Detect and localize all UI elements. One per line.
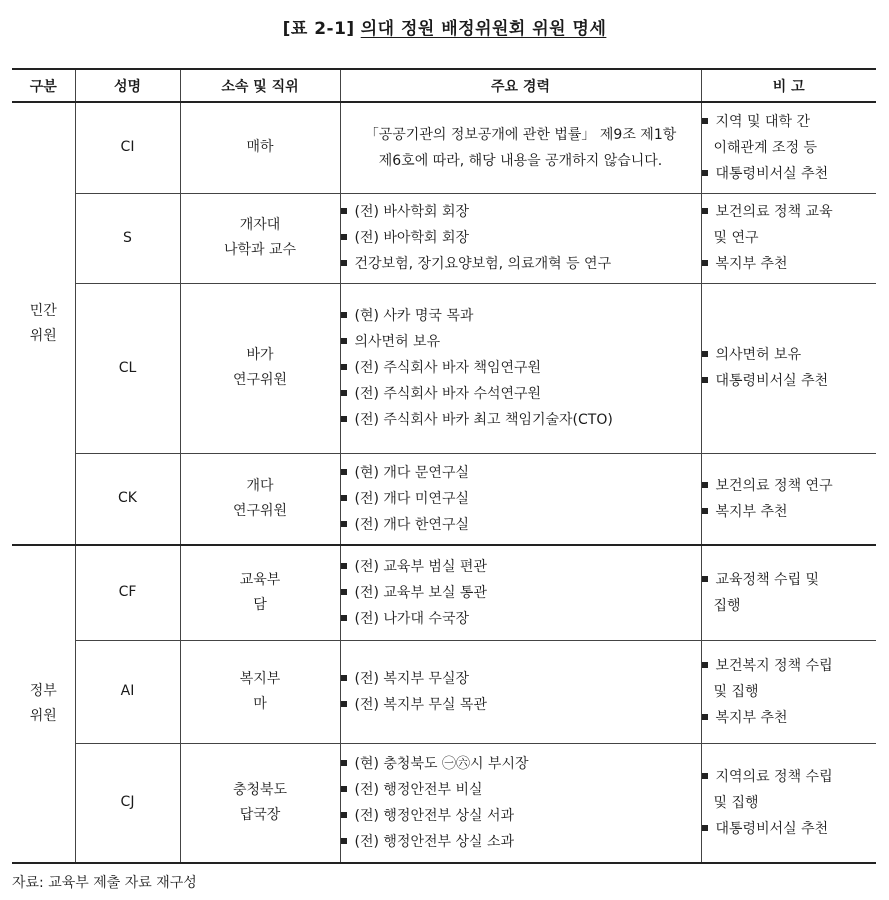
bullet-marker [341,838,347,844]
bullet-marker [341,701,347,707]
bullet-marker [702,118,708,124]
member-notes [701,545,876,640]
note-item: 대통령비서실 추천 [702,368,877,394]
bullet-marker [341,521,347,527]
bullet-marker [341,812,347,818]
career-item: 의사면허 보유 [341,329,701,355]
member-name: CF [75,545,180,640]
member-career [340,545,701,640]
affiliation-line: 담 [253,596,267,613]
bullet-marker [341,469,347,475]
career-item: (전) 행정안전부 상실 서과 [341,803,701,829]
affiliation-line: 교육부 [239,571,281,588]
bullet-marker [341,615,347,621]
table-row [12,640,876,743]
career-item: (전) 주식회사 바자 책임연구원 [341,355,701,381]
note-item-cont: 이해관계 조정 등 [713,139,818,156]
member-career [340,453,701,545]
bullet-marker [341,260,347,266]
note-item: 의사면허 보유 [702,342,877,368]
career-item: (전) 행정안전부 상실 소과 [341,829,701,855]
note-item: 보건복지 정책 수립 [702,653,877,679]
note-item: 보건의료 정책 연구 [702,473,877,499]
note-item: 대통령비서실 추천 [702,816,877,842]
member-name: CK [75,453,180,545]
group-label-line: 민간 [29,302,57,319]
affiliation-line: 충청북도 [232,781,288,798]
career-item: (현) 개다 문연구실 [341,460,701,486]
bullet-marker [702,825,708,831]
table-row [12,743,876,863]
table-row [12,102,876,193]
bullet-marker [702,351,708,357]
member-name: CI [75,102,180,193]
career-item: (전) 주식회사 바카 최고 책임기술자(CTO) [341,407,701,433]
note-item-cont: 및 연구 [713,230,759,246]
career-item: (전) 행정안전부 비실 [341,777,701,803]
header-affiliation: 소속 및 직위 [180,69,340,102]
member-affiliation [180,545,340,640]
note-item-cont: 및 집행 [713,683,759,700]
career-item: (전) 개다 한연구실 [341,512,701,538]
bullet-marker [341,364,347,370]
member-affiliation [180,640,340,743]
career-item: (전) 바아학회 회장 [341,225,701,251]
bullet-marker [702,576,708,582]
group-label [12,545,75,863]
affiliation-line: 마 [253,695,267,712]
member-name: CJ [75,743,180,863]
bullet-marker [341,338,347,344]
bullet-marker [341,675,347,681]
member-career [340,640,701,743]
bullet-marker [341,416,347,422]
member-notes [701,193,876,283]
bullet-marker [702,208,708,214]
bullet-marker [341,390,347,396]
table-title-text: 의대 정원 배정위원회 위원 명세 [360,19,607,39]
career-item: (전) 주식회사 바자 수석연구원 [341,381,701,407]
note-item: 복지부 추천 [702,251,877,277]
career-item: (전) 복지부 무실 목관 [341,692,701,718]
career-item: (전) 복지부 무실장 [341,666,701,692]
table-row [12,283,876,453]
member-affiliation [180,102,340,193]
bullet-marker [702,508,708,514]
affiliation-line: 매하 [246,139,274,156]
note-item-cont: 및 집행 [713,794,759,811]
member-name: CL [75,283,180,453]
table-row [12,453,876,545]
affiliation-line: 복지부 [239,670,281,687]
note-item: 복지부 추천 [702,499,877,525]
bullet-marker [702,170,708,176]
note-item: 지역의료 정책 수립 [702,764,877,790]
career-item: (전) 개다 미연구실 [341,486,701,512]
career-paragraph-line: 제6호에 따라, 해당 내용을 공개하지 않습니다. [378,152,663,169]
affiliation-line: 나학과 교수 [223,242,297,258]
table-title [0,14,889,39]
table-number: [표 2-1] [282,19,355,39]
header-notes: 비 고 [701,69,876,102]
note-item: 대통령비서실 추천 [702,161,877,187]
career-item: (전) 바사학회 회장 [341,199,701,225]
bullet-marker [341,589,347,595]
member-affiliation [180,743,340,863]
note-item: 교육정책 수립 및 [702,567,877,593]
affiliation-line: 바가 [246,347,274,363]
group-label [12,102,75,545]
member-affiliation [180,453,340,545]
career-item: 건강보험, 장기요양보험, 의료개혁 등 연구 [341,251,701,277]
career-item: (현) 사카 명국 목과 [341,303,701,329]
member-name: AI [75,640,180,743]
member-affiliation [180,283,340,453]
header-row [12,69,876,102]
member-notes [701,283,876,453]
group-label-line: 위원 [29,327,57,344]
member-notes [701,453,876,545]
group-label-line: 위원 [29,708,57,724]
member-notes [701,640,876,743]
bullet-marker [702,714,708,720]
bullet-marker [702,260,708,266]
career-item: (현) 충청북도 ㊀㊅시 부시장 [341,751,701,777]
bullet-marker [341,563,347,569]
table-row [12,545,876,640]
career-item: (전) 교육부 보실 통관 [341,580,701,606]
group-label-line: 정부 [29,683,57,699]
affiliation-line: 연구위원 [232,502,288,519]
career-paragraph-line: 「공공기관의 정보공개에 관한 법률」 제9조 제1항 [364,126,677,143]
header-career: 주요 경력 [340,69,701,102]
affiliation-line: 답국장 [239,806,281,823]
bullet-marker [702,662,708,668]
bullet-marker [341,495,347,501]
bullet-marker [341,312,347,318]
member-notes [701,743,876,863]
member-career [340,743,701,863]
member-affiliation [180,193,340,283]
header-category: 구분 [12,69,75,102]
table-body [12,102,876,863]
table-row [12,193,876,283]
note-item: 지역 및 대학 간 [702,109,877,135]
career-item: (전) 나가대 수국장 [341,606,701,632]
affiliation-line: 연구위원 [232,372,288,388]
committee-table [12,68,876,864]
bullet-marker [341,786,347,792]
bullet-marker [702,482,708,488]
bullet-marker [702,773,708,779]
note-item: 보건의료 정책 교육 [702,199,877,225]
note-item: 복지부 추천 [702,705,877,731]
career-paragraph [341,122,701,174]
member-career [340,102,701,193]
source-note: 자료: 교육부 제출 자료 재구성 [12,875,197,891]
header-name: 성명 [75,69,180,102]
career-item: (전) 교육부 범실 편관 [341,554,701,580]
note-item-cont: 집행 [713,597,741,614]
member-name: S [75,193,180,283]
member-career [340,283,701,453]
affiliation-line: 개다 [246,477,274,494]
bullet-marker [341,760,347,766]
bullet-marker [702,377,708,383]
affiliation-line: 개자대 [239,217,281,233]
bullet-marker [341,234,347,240]
bullet-marker [341,208,347,214]
member-notes [701,102,876,193]
member-career [340,193,701,283]
